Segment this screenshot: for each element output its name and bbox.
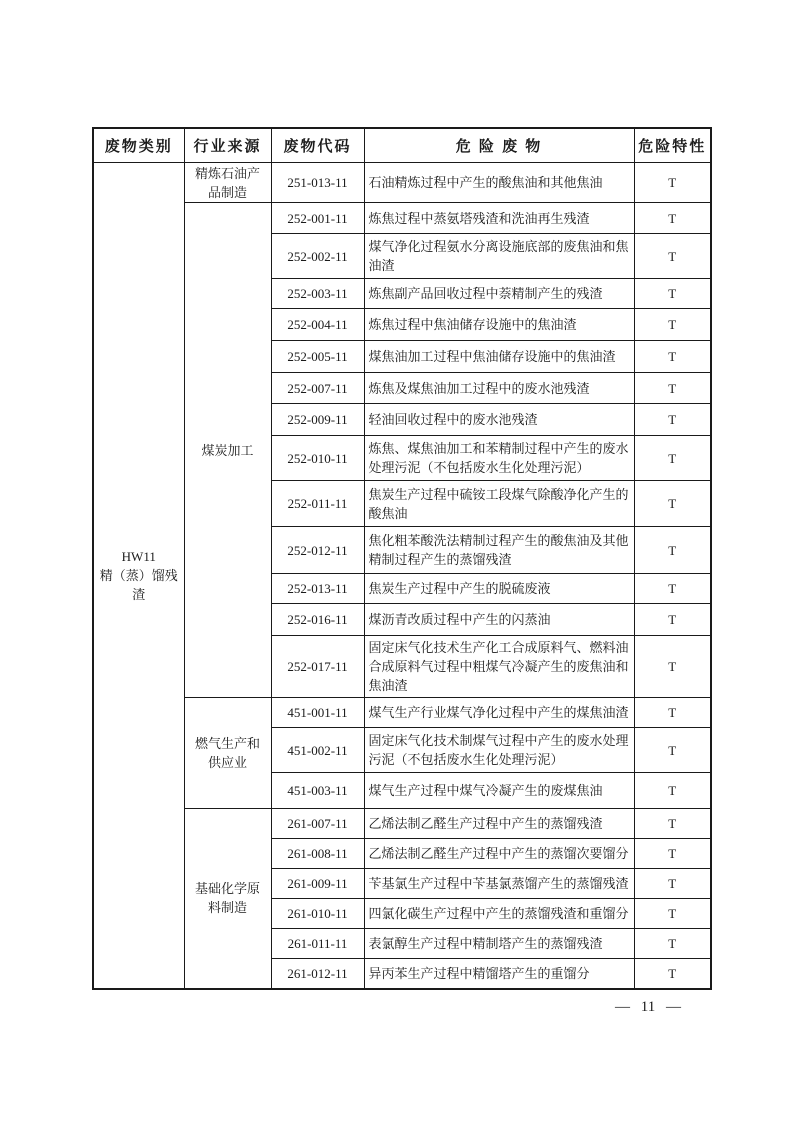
hazardous-waste-cell: 乙烯法制乙醛生产过程中产生的蒸馏残渣 bbox=[364, 809, 634, 839]
waste-code-cell: 261-009-11 bbox=[271, 869, 364, 899]
hazardous-waste-cell: 固定床气化技术制煤气过程中产生的废水处理污泥（不包括废水生化处理污泥） bbox=[364, 728, 634, 773]
industry-source-cell: 基础化学原料制造 bbox=[184, 809, 271, 989]
waste-code-cell: 451-003-11 bbox=[271, 773, 364, 809]
hazard-property-cell: T bbox=[634, 203, 711, 234]
hazard-property-cell: T bbox=[634, 899, 711, 929]
hazard-property-cell: T bbox=[634, 574, 711, 604]
hazardous-waste-cell: 煤气生产行业煤气净化过程中产生的煤焦油渣 bbox=[364, 698, 634, 728]
col-header-industry-source: 行业来源 bbox=[184, 128, 271, 163]
table-row bbox=[93, 163, 711, 203]
waste-code-cell: 252-011-11 bbox=[271, 481, 364, 527]
hazardous-waste-cell: 石油精炼过程中产生的酸焦油和其他焦油 bbox=[364, 163, 634, 203]
col-header-waste-category: 废物类别 bbox=[93, 128, 184, 163]
waste-code-cell: 451-002-11 bbox=[271, 728, 364, 773]
hazardous-waste-cell: 焦化粗苯酸洗法精制过程产生的酸焦油及其他精制过程产生的蒸馏残渣 bbox=[364, 527, 634, 574]
hazard-property-cell: T bbox=[634, 929, 711, 959]
waste-code-cell: 252-002-11 bbox=[271, 234, 364, 279]
hazardous-waste-table bbox=[92, 127, 712, 990]
hazard-property-cell: T bbox=[634, 636, 711, 698]
col-header-hazardous-waste: 危 险 废 物 bbox=[364, 128, 634, 163]
waste-code-cell: 261-007-11 bbox=[271, 809, 364, 839]
table-row bbox=[93, 698, 711, 728]
col-header-hazard-property: 危险特性 bbox=[634, 128, 711, 163]
waste-code-cell: 252-013-11 bbox=[271, 574, 364, 604]
industry-source-cell: 燃气生产和供应业 bbox=[184, 698, 271, 809]
hazardous-waste-cell: 乙烯法制乙醛生产过程中产生的蒸馏次要馏分 bbox=[364, 839, 634, 869]
hazardous-waste-cell: 焦炭生产过程中产生的脱硫废液 bbox=[364, 574, 634, 604]
hazard-property-cell: T bbox=[634, 373, 711, 404]
waste-category-cell bbox=[93, 163, 184, 989]
col-header-waste-code: 废物代码 bbox=[271, 128, 364, 163]
waste-code-cell: 252-003-11 bbox=[271, 279, 364, 309]
hazard-property-cell: T bbox=[634, 341, 711, 373]
hazardous-waste-cell: 表氯醇生产过程中精制塔产生的蒸馏残渣 bbox=[364, 929, 634, 959]
waste-code-cell: 252-004-11 bbox=[271, 309, 364, 341]
hazardous-waste-cell: 煤气生产过程中煤气冷凝产生的废煤焦油 bbox=[364, 773, 634, 809]
waste-code-cell: 252-010-11 bbox=[271, 436, 364, 481]
waste-code-cell: 261-012-11 bbox=[271, 959, 364, 989]
waste-code-cell: 252-017-11 bbox=[271, 636, 364, 698]
hazard-property-cell: T bbox=[634, 404, 711, 436]
hazardous-waste-cell: 固定床气化技术生产化工合成原料气、燃料油合成原料气过程中粗煤气冷凝产生的废焦油和焦油渣 bbox=[364, 636, 634, 698]
hazardous-waste-cell: 炼焦及煤焦油加工过程中的废水池残渣 bbox=[364, 373, 634, 404]
hazard-property-cell: T bbox=[634, 279, 711, 309]
hazard-property-cell: T bbox=[634, 839, 711, 869]
waste-code-cell: 252-005-11 bbox=[271, 341, 364, 373]
hazard-property-cell: T bbox=[634, 773, 711, 809]
hazardous-waste-cell: 炼焦过程中焦油储存设施中的焦油渣 bbox=[364, 309, 634, 341]
hazard-property-cell: T bbox=[634, 604, 711, 636]
waste-category-code: HW11 bbox=[121, 548, 156, 564]
hazard-property-cell: T bbox=[634, 436, 711, 481]
hazardous-waste-cell: 炼焦副产品回收过程中萘精制产生的残渣 bbox=[364, 279, 634, 309]
hazardous-waste-cell: 轻油回收过程中的废水池残渣 bbox=[364, 404, 634, 436]
waste-code-cell: 261-008-11 bbox=[271, 839, 364, 869]
waste-code-cell: 261-011-11 bbox=[271, 929, 364, 959]
hazardous-waste-cell: 焦炭生产过程中硫铵工段煤气除酸净化产生的酸焦油 bbox=[364, 481, 634, 527]
waste-category-name: 精（蒸）馏残渣 bbox=[99, 567, 178, 602]
hazardous-waste-cell: 炼焦过程中蒸氨塔残渣和洗油再生残渣 bbox=[364, 203, 634, 234]
hazardous-waste-cell: 炼焦、煤焦油加工和苯精制过程中产生的废水处理污泥（不包括废水生化处理污泥） bbox=[364, 436, 634, 481]
hazard-property-cell: T bbox=[634, 163, 711, 203]
hazard-property-cell: T bbox=[634, 481, 711, 527]
hazard-property-cell: T bbox=[634, 527, 711, 574]
industry-source-cell: 煤炭加工 bbox=[184, 203, 271, 698]
hazardous-waste-cell: 异丙苯生产过程中精馏塔产生的重馏分 bbox=[364, 959, 634, 989]
hazard-property-cell: T bbox=[634, 309, 711, 341]
table-header-row bbox=[93, 128, 711, 163]
waste-code-cell: 252-007-11 bbox=[271, 373, 364, 404]
waste-code-cell: 252-001-11 bbox=[271, 203, 364, 234]
waste-code-cell: 252-012-11 bbox=[271, 527, 364, 574]
hazard-property-cell: T bbox=[634, 234, 711, 279]
hazardous-waste-cell: 四氯化碳生产过程中产生的蒸馏残渣和重馏分 bbox=[364, 899, 634, 929]
table-row bbox=[93, 203, 711, 234]
hazard-property-cell: T bbox=[634, 959, 711, 989]
hazard-property-cell: T bbox=[634, 809, 711, 839]
waste-code-cell: 261-010-11 bbox=[271, 899, 364, 929]
hazard-property-cell: T bbox=[634, 698, 711, 728]
hazardous-waste-cell: 苄基氯生产过程中苄基氯蒸馏产生的蒸馏残渣 bbox=[364, 869, 634, 899]
waste-code-cell: 252-009-11 bbox=[271, 404, 364, 436]
hazardous-waste-cell: 煤焦油加工过程中焦油储存设施中的焦油渣 bbox=[364, 341, 634, 373]
hazard-property-cell: T bbox=[634, 728, 711, 773]
table-row bbox=[93, 809, 711, 839]
waste-code-cell: 252-016-11 bbox=[271, 604, 364, 636]
hazardous-waste-cell: 煤气净化过程氨水分离设施底部的废焦油和焦油渣 bbox=[364, 234, 634, 279]
hazardous-waste-cell: 煤沥青改质过程中产生的闪蒸油 bbox=[364, 604, 634, 636]
page-number: — 11 — bbox=[615, 999, 681, 1015]
waste-code-cell: 451-001-11 bbox=[271, 698, 364, 728]
industry-source-cell: 精炼石油产品制造 bbox=[184, 163, 271, 203]
waste-code-cell: 251-013-11 bbox=[271, 163, 364, 203]
hazard-property-cell: T bbox=[634, 869, 711, 899]
table-body bbox=[93, 163, 711, 989]
